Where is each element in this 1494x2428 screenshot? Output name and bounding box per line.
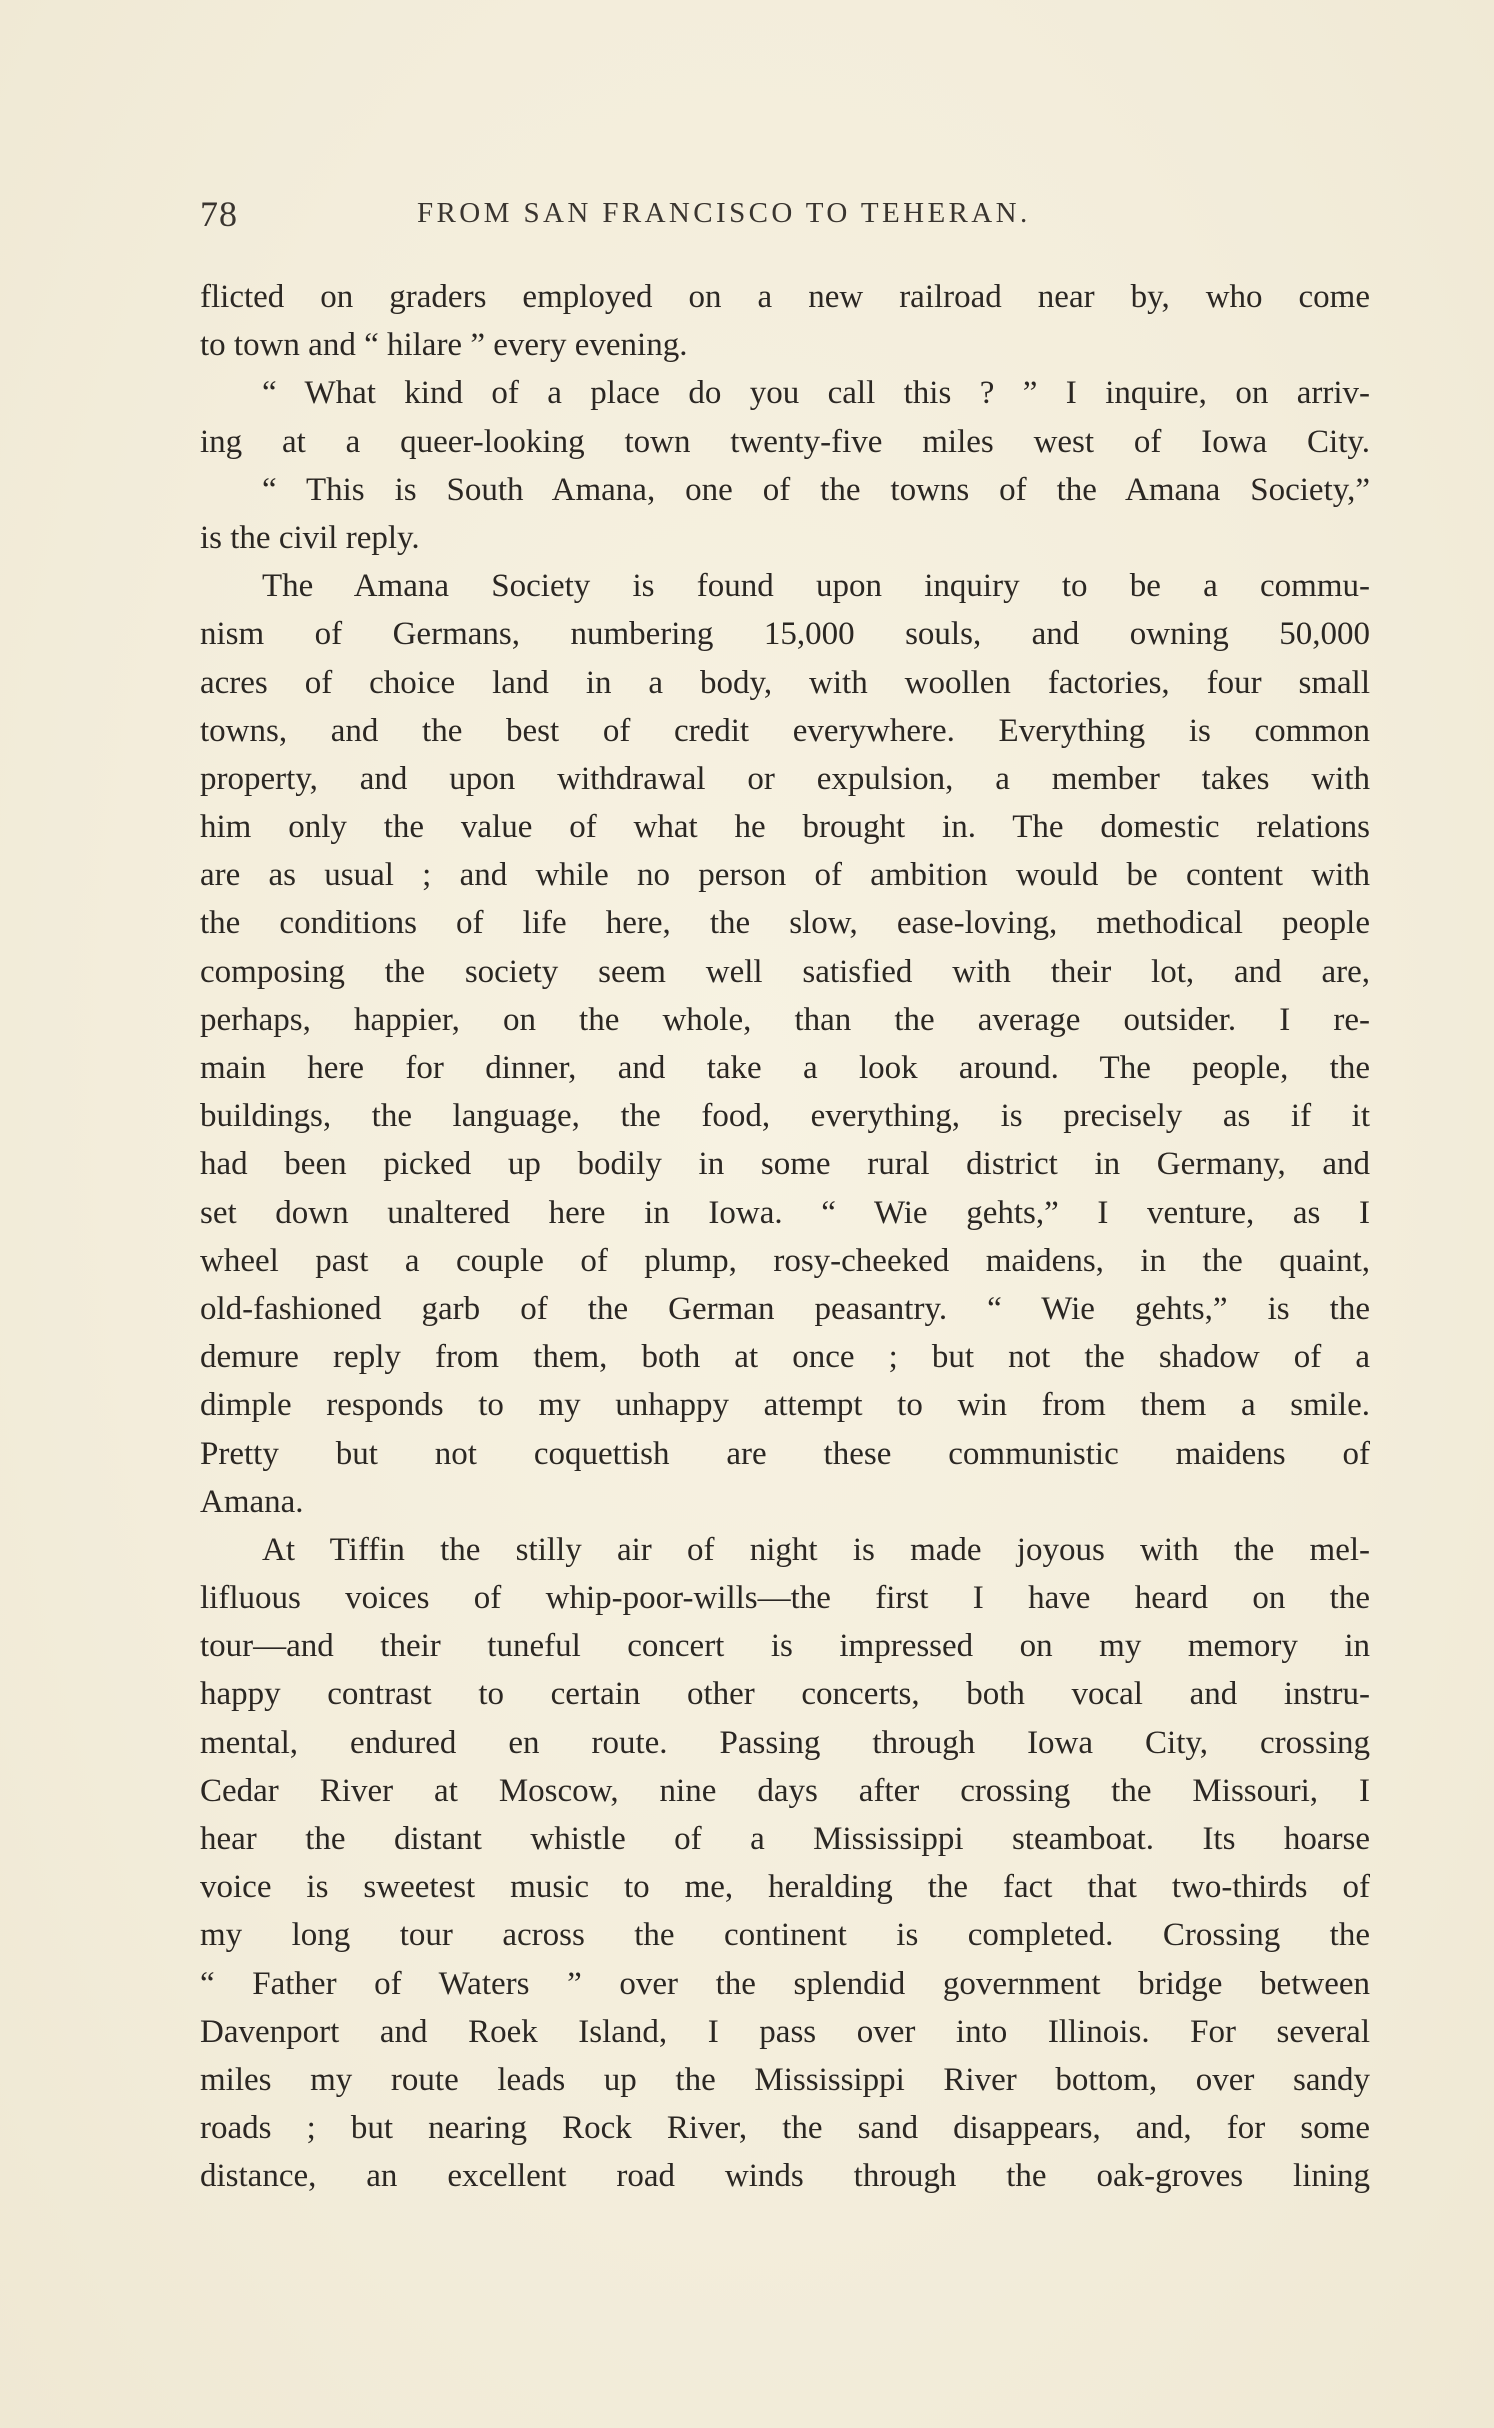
text-line: the conditions of life here, the slow, ease-loving, methodical people [200,905,1370,942]
text-line: dimple responds to my unhappy attempt to win from them a smile. [200,1387,1370,1424]
text-line: acres of choice land in a body, with woollen factories, four small [200,664,1370,701]
text-line: him only the value of what he brought in. The domestic relations [200,809,1370,846]
text-line: ing at a queer-looking town twenty-five miles west of Iowa City. [200,423,1370,460]
text-line: Davenport and Roek Island, I pass over into Illinois. For several [200,2013,1370,2050]
text-line: main here for dinner, and take a look around. The people, the [200,1050,1370,1086]
page-header [200,193,1360,243]
text-line: buildings, the language, the food, everything, is precisely as if it [200,1098,1370,1135]
text-line: “ Father of Waters ” over the splendid government bridge between [200,1965,1370,2002]
text-line: nism of Germans, numbering 15,000 souls, and owning 50,000 [200,616,1370,653]
text-line: mental, endured en route. Passing through Iowa City, crossing [200,1724,1370,1761]
page-number: 78 [200,194,238,234]
text-line: is the civil reply. [200,519,420,556]
text-line: lifluous voices of whip-poor-wills—the first I have heard on the [200,1580,1370,1617]
text-line: distance, an excellent road winds through the oak-groves lining [200,2158,1370,2195]
text-line: to town and “ hilare ” every evening. [200,327,688,364]
text-line: “ This is South Amana, one of the towns of the Amana Society,” [262,471,1370,508]
text-line: Pretty but not coquettish are these communistic maidens of [200,1435,1370,1472]
text-line: old-fashioned garb of the German peasantry. “ Wie gehts,” is the [200,1290,1370,1327]
text-line: wheel past a couple of plump, rosy-cheeked maidens, in the quaint, [200,1242,1370,1279]
text-line: voice is sweetest music to me, heralding the fact that two-thirds of [200,1869,1370,1906]
text-line: my long tour across the continent is completed. Crossing the [200,1917,1370,1954]
text-line: The Amana Society is found upon inquiry to be a commu- [262,568,1370,605]
text-line: Cedar River at Moscow, nine days after crossing the Missouri, I [200,1772,1370,1809]
text-line: “ What kind of a place do you call this ? ” I inquire, on arriv- [262,375,1370,412]
text-line: hear the distant whistle of a Mississippi steamboat. Its hoarse [200,1821,1370,1857]
text-line: are as usual ; and while no person of ambition would be content with [200,857,1370,894]
running-head: FROM SAN FRANCISCO TO TEHERAN. [417,197,1031,229]
text-line: composing the society seem well satisfied with their lot, and are, [200,953,1370,990]
text-line: happy contrast to certain other concerts, both vocal and instru- [200,1676,1370,1713]
text-line: had been picked up bodily in some rural district in Germany, and [200,1146,1370,1183]
text-line: At Tiffin the stilly air of night is made joyous with the mel- [262,1531,1370,1568]
text-line: roads ; but nearing Rock River, the sand disappears, and, for some [200,2110,1370,2147]
text-line: tour—and their tuneful concert is impressed on my memory in [200,1628,1370,1665]
text-line: demure reply from them, both at once ; but not the shadow of a [200,1339,1370,1376]
text-line: Amana. [200,1483,304,1520]
text-line: flicted on graders employed on a new railroad near by, who come [200,279,1370,315]
text-line: miles my route leads up the Mississippi River bottom, over sandy [200,2061,1370,2098]
text-line: property, and upon withdrawal or expulsion, a member takes with [200,760,1370,797]
text-line: towns, and the best of credit everywhere. Everything is common [200,712,1370,749]
text-line: perhaps, happier, on the whole, than the average outsider. I re- [200,1001,1370,1038]
body-text [200,273,1370,2201]
text-line: set down unaltered here in Iowa. “ Wie gehts,” I venture, as I [200,1194,1370,1231]
